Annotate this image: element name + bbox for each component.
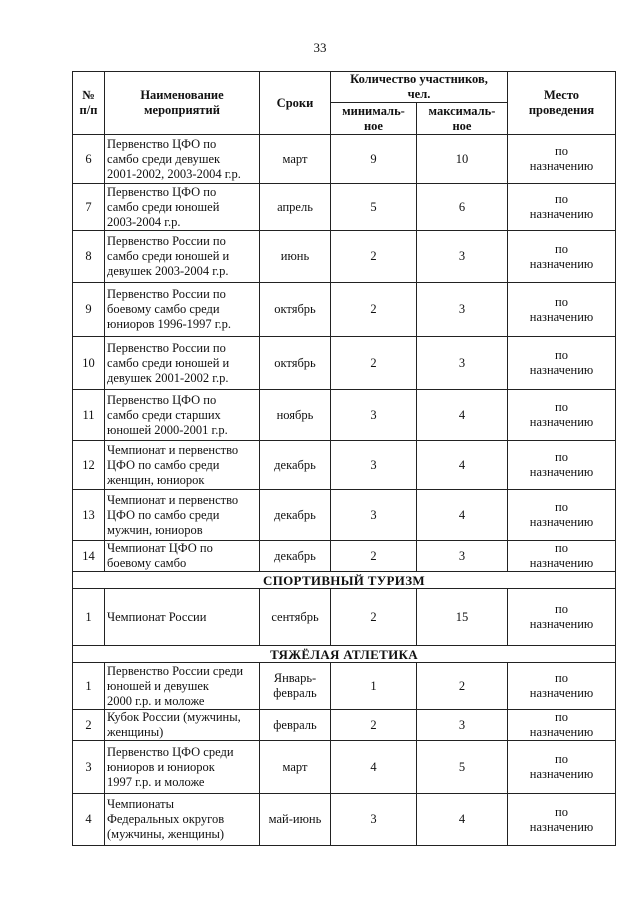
event-place: по назначению — [508, 589, 616, 646]
table-row — [73, 390, 616, 441]
row-number: 6 — [73, 135, 105, 184]
min-participants: 1 — [331, 663, 417, 710]
max-participants: 10 — [417, 135, 508, 184]
max-participants: 4 — [417, 390, 508, 441]
event-dates: февраль — [260, 710, 331, 741]
min-participants: 3 — [331, 794, 417, 846]
max-participants: 3 — [417, 541, 508, 572]
header-name: Наименование мероприятий — [105, 72, 260, 135]
row-number: 8 — [73, 231, 105, 283]
event-place: по назначению — [508, 490, 616, 541]
max-participants: 15 — [417, 589, 508, 646]
event-name: Кубок России (мужчины, женщины) — [105, 710, 260, 741]
max-participants: 3 — [417, 283, 508, 337]
min-participants: 3 — [331, 390, 417, 441]
table-row — [73, 283, 616, 337]
section-title: СПОРТИВНЫЙ ТУРИЗМ — [73, 572, 616, 589]
table-row — [73, 337, 616, 390]
event-name: Первенство ЦФО по самбо среди старших юношей 2000-2001 г.р. — [105, 390, 260, 441]
event-name: Первенство России по самбо среди юношей и девушек 2001-2002 г.р. — [105, 337, 260, 390]
event-name: Чемпионат ЦФО по боевому самбо — [105, 541, 260, 572]
event-name: Чемпионат и первенство ЦФО по самбо среди мужчин, юниоров — [105, 490, 260, 541]
event-dates: октябрь — [260, 283, 331, 337]
event-place: по назначению — [508, 710, 616, 741]
event-name: Первенство России по самбо среди юношей и девушек 2003-2004 г.р. — [105, 231, 260, 283]
header-place: Место проведения — [508, 72, 616, 135]
table-row — [73, 541, 616, 572]
event-place: по назначению — [508, 541, 616, 572]
table-row — [73, 490, 616, 541]
row-number: 1 — [73, 589, 105, 646]
event-place: по назначению — [508, 337, 616, 390]
table-row — [73, 710, 616, 741]
header-dates: Сроки — [260, 72, 331, 135]
event-name: Чемпионат и первенство ЦФО по самбо среди женщин, юниорок — [105, 441, 260, 490]
min-participants: 2 — [331, 589, 417, 646]
event-place: по назначению — [508, 663, 616, 710]
max-participants: 6 — [417, 184, 508, 231]
table-header — [73, 72, 616, 135]
row-number: 4 — [73, 794, 105, 846]
max-participants: 4 — [417, 441, 508, 490]
event-place: по назначению — [508, 794, 616, 846]
event-dates: ноябрь — [260, 390, 331, 441]
header-max: максималь- ное — [417, 103, 508, 135]
row-number: 10 — [73, 337, 105, 390]
event-name: Первенство России среди юношей и девушек 2000 г.р. и моложе — [105, 663, 260, 710]
table-row — [73, 135, 616, 184]
max-participants: 4 — [417, 490, 508, 541]
max-participants: 3 — [417, 231, 508, 283]
event-name: Чемпионат России — [105, 589, 260, 646]
event-name: Первенство России по боевому самбо среди юниоров 1996-1997 г.р. — [105, 283, 260, 337]
event-dates: декабрь — [260, 441, 331, 490]
event-dates: Январь- февраль — [260, 663, 331, 710]
page-number: 33 — [313, 40, 327, 55]
min-participants: 2 — [331, 283, 417, 337]
table-row — [73, 184, 616, 231]
section-header-row — [73, 646, 616, 663]
table-row — [73, 663, 616, 710]
max-participants: 5 — [417, 741, 508, 794]
max-participants: 3 — [417, 710, 508, 741]
event-dates: декабрь — [260, 490, 331, 541]
row-number: 3 — [73, 741, 105, 794]
min-participants: 4 — [331, 741, 417, 794]
min-participants: 2 — [331, 337, 417, 390]
event-place: по назначению — [508, 390, 616, 441]
event-name: Чемпионаты Федеральных округов (мужчины, женщины) — [105, 794, 260, 846]
event-name: Первенство ЦФО по самбо среди девушек 2001-2002, 2003-2004 г.р. — [105, 135, 260, 184]
min-participants: 9 — [331, 135, 417, 184]
row-number: 2 — [73, 710, 105, 741]
event-place: по назначению — [508, 184, 616, 231]
event-dates: апрель — [260, 184, 331, 231]
event-place: по назначению — [508, 741, 616, 794]
event-name: Первенство ЦФО среди юниоров и юниорок 1997 г.р. и моложе — [105, 741, 260, 794]
max-participants: 3 — [417, 337, 508, 390]
header-num: № п/п — [73, 72, 105, 135]
table-row — [73, 741, 616, 794]
event-place: по назначению — [508, 135, 616, 184]
event-dates: октябрь — [260, 337, 331, 390]
min-participants: 2 — [331, 710, 417, 741]
event-dates: май-июнь — [260, 794, 331, 846]
min-participants: 5 — [331, 184, 417, 231]
row-number: 14 — [73, 541, 105, 572]
event-dates: март — [260, 135, 331, 184]
table-row — [73, 441, 616, 490]
row-number: 12 — [73, 441, 105, 490]
min-participants: 3 — [331, 441, 417, 490]
table-row — [73, 589, 616, 646]
row-number: 9 — [73, 283, 105, 337]
min-participants: 2 — [331, 541, 417, 572]
event-place: по назначению — [508, 231, 616, 283]
row-number: 13 — [73, 490, 105, 541]
section-header-row — [73, 572, 616, 589]
event-name: Первенство ЦФО по самбо среди юношей 2003-2004 г.р. — [105, 184, 260, 231]
table-body — [73, 135, 616, 846]
row-number: 7 — [73, 184, 105, 231]
row-number: 11 — [73, 390, 105, 441]
event-dates: сентябрь — [260, 589, 331, 646]
max-participants: 4 — [417, 794, 508, 846]
event-place: по назначению — [508, 441, 616, 490]
event-place: по назначению — [508, 283, 616, 337]
row-number: 1 — [73, 663, 105, 710]
table-row — [73, 231, 616, 283]
event-dates: июнь — [260, 231, 331, 283]
min-participants: 3 — [331, 490, 417, 541]
event-dates: декабрь — [260, 541, 331, 572]
header-participants: Количество участников, чел. — [331, 72, 508, 103]
table-row — [73, 794, 616, 846]
header-min: минималь- ное — [331, 103, 417, 135]
section-title: ТЯЖЁЛАЯ АТЛЕТИКА — [73, 646, 616, 663]
event-dates: март — [260, 741, 331, 794]
min-participants: 2 — [331, 231, 417, 283]
events-table — [72, 71, 616, 846]
max-participants: 2 — [417, 663, 508, 710]
